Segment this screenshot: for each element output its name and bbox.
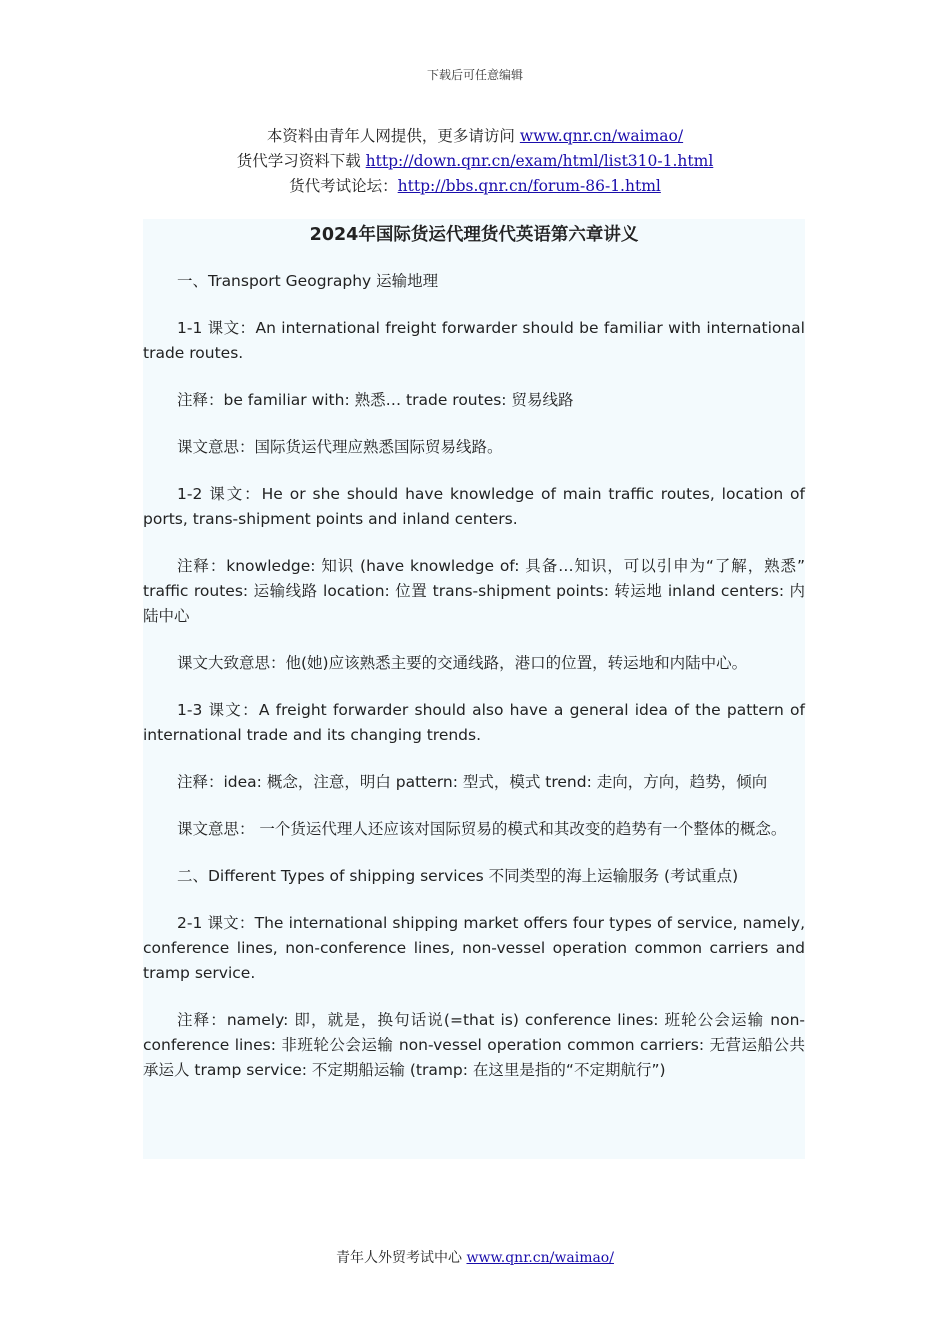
lesson-text-2-1: 2-1 课文：The international shipping market offers four types of service, namely, conference lines, non-conference lines, non-vessel operation common carriers and tramp service. [143, 914, 805, 982]
footer-text: 青年人外贸考试中心 [336, 1250, 467, 1266]
annotation-1-1: 注释：be familiar with: 熟悉… trade routes: 贸易线路 [177, 391, 574, 409]
source-line-3-text: 货代考试论坛： [289, 177, 398, 195]
annotation-1-2: 注释：knowledge: 知识 (have knowledge of: 具备…知识，可以引申为“了解，熟悉” traffic routes: 运输线路 location: 位置 trans-shipment points: 转运地 inland centers: 内陆中心 [143, 557, 805, 625]
source-line-1 [0, 124, 950, 149]
section-heading-1: 一、Transport Geography 运输地理 [177, 272, 439, 290]
header-note: 下载后可任意编辑 [426, 68, 523, 82]
meaning-1-2: 课文大致意思：他(她)应该熟悉主要的交通线路，港口的位置，转运地和内陆中心。 [177, 654, 748, 672]
source-line-2 [0, 149, 950, 174]
source-line-3 [0, 174, 950, 199]
lesson-text-1-2: 1-2 课文：He or she should have knowledge of main traffic routes, location of ports, trans-shipment points and inland centers. [143, 485, 805, 528]
annotation-2-1: 注释：namely: 即，就是，换句话说(=that is) conference lines: 班轮公会运输 non-conference lines: 非班轮公会运输 non-vessel operation common carriers: 无营运船公共承运人 tramp service: 不定期船运输 (tramp: 在这里是指的“不定期航行”) [143, 1011, 805, 1079]
lesson-text-1-3: 1-3 课文：A freight forwarder should also have a general idea of the pattern of international trade and its changing trends. [143, 701, 805, 744]
lecture-content [143, 219, 805, 1159]
document-title: 2024年国际货运代理货代英语第六章讲义 [309, 225, 639, 245]
source-info [0, 124, 950, 199]
waimao-link[interactable]: www.qnr.cn/waimao/ [519, 127, 684, 145]
meaning-1-3: 课文意思： 一个货运代理人还应该对国际贸易的模式和其改变的趋势有一个整体的概念。 [177, 820, 787, 838]
source-line-1-text: 本资料由青年人网提供，更多请访问 [266, 127, 520, 145]
footer [0, 1247, 950, 1267]
meaning-1-1: 课文意思：国际货运代理应熟悉国际贸易线路。 [177, 438, 503, 456]
download-link[interactable]: http://down.qnr.cn/exam/html/list310-1.html [365, 152, 714, 170]
section-heading-2: 二、Different Types of shipping services 不同类型的海上运输服务 (考试重点) [177, 867, 739, 885]
paragraph-list [143, 269, 805, 1083]
forum-link[interactable]: http://bbs.qnr.cn/forum-86-1.html [397, 177, 661, 195]
source-line-2-text: 货代学习资料下载 [236, 152, 366, 170]
lesson-text-1-1: 1-1 课文：An international freight forwarder should be familiar with international trade routes. [143, 319, 805, 362]
footer-link[interactable]: www.qnr.cn/waimao/ [466, 1250, 614, 1266]
annotation-1-3: 注释：idea: 概念，注意，明白 pattern: 型式，模式 trend: 走向，方向，趋势，倾向 [177, 773, 768, 791]
